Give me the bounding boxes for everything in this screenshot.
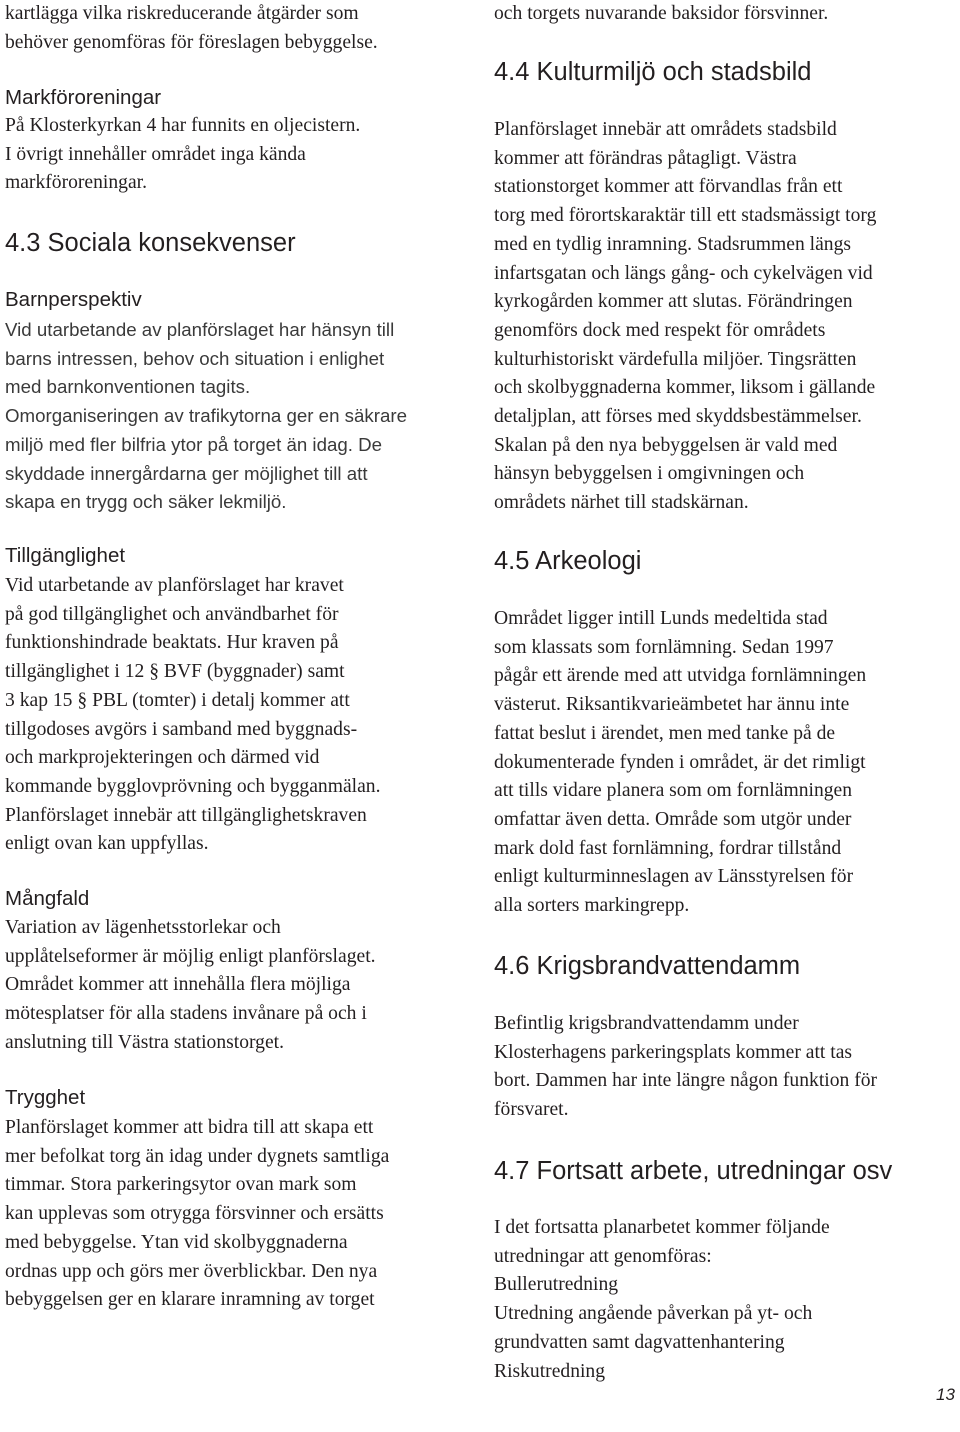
kulturmiljo-paragraph: Planförslaget innebär att områdets stadsbild kommer att förändras påtagligt. Västra stationstorget kommer att förvandlas från ett torg med förortskaraktär till ett stadsmässigt torg med en tydlig inramning. Stadsrummen längs infartsgatan och längs gång- och cykelvägen vid kyrkogården kommer att slutas. Förändringen genomförs dock med respekt för områdets kulturhistoriskt värdefulla miljöer. Tingsrätten och skolbyggnaderna kommer, liksom i gällande detaljplan, att förses med skyddsbestämmelser. Skalan på den nya bebyggelsen är vald med hänsyn bebyggelsen i omgivningen och områdets närhet till stadskärnan. — [494, 119, 877, 514]
barnperspektiv-paragraph: Vid utarbetande av planförslaget har hänsyn till barns intressen, behov och situation i enlighet med barnkonventionen tagits. Omorganiseringen av trafikytorna ger en säkrare miljö med fler bilfria ytor på torget än idag. De skyddade innergårdarna ger möjlighet till att skapa en trygg och säker lekmiljö. — [5, 319, 407, 513]
fortsatt-paragraph: I det fortsatta planarbetet kommer följande utredningar att genomföras: Bullerutredning Utredning angående påverkan på yt- och grundvatten samt dagvattenhantering Riskutredning — [494, 1217, 830, 1382]
heading-kulturmiljo: 4.4 Kulturmiljö och stadsbild — [494, 58, 812, 86]
heading-arkeologi: 4.5 Arkeologi — [494, 547, 642, 575]
trygghet-paragraph: Planförslaget kommer att bidra till att skapa ett mer befolkat torg än idag under dygnets samtliga timmar. Stora parkeringsytor ovan mark som kan upplevas som otrygga försvinner och ersätts med bebyggelse. Ytan vid skolbyggnaderna ordnas upp och görs mer överblickbar. Den nya bebyggelsen ger en klarare inramning av torget — [5, 1117, 390, 1311]
heading-markfororeningar: Markföroreningar — [5, 86, 162, 109]
arkeologi-paragraph: Området ligger intill Lunds medeltida stad som klassats som fornlämning. Sedan 1997 pågår ett ärende med att utvidga fornlämningen västerut. Riksantikvarieämbetet har ännu inte fattat beslut i ärendet, men med tanke på de dokumenterade fynden i området, är det rimligt att tills vidare planera som om fornlämningen omfattar även detta. Område som utgör under mark dold fast fornlämning, fordrar tillstånd enligt kulturminneslagen av Länsstyrelsen för alla sorters markingrepp. — [494, 608, 867, 917]
heading-tillganglighet: Tillgänglighet — [5, 544, 126, 567]
heading-mangfald: Mångfald — [5, 887, 90, 910]
markfororeningar-paragraph: På Klosterkyrkan 4 har funnits en oljecistern. I övrigt innehåller området inga kända markföroreningar. — [5, 115, 361, 194]
continuation-paragraph: och torgets nuvarande baksidor försvinner. — [494, 3, 829, 24]
tillganglighet-paragraph: Vid utarbetande av planförslaget har kravet på god tillgänglighet och användbarhet för funktionshindrade beaktats. Hur kraven på tillgänglighet i 12 § BVF (byggnader) samt 3 kap 15 § PBL (tomter) i detalj kommer att tillgodoses avgörs i samband med byggnads- och markprojekteringen och därmed vid kommande bygglovprövning och bygganmälan. Planförslaget innebär att tillgänglighetskraven enligt ovan kan uppfyllas. — [5, 575, 381, 855]
heading-trygghet: Trygghet — [5, 1086, 86, 1109]
heading-fortsatt-arbete: 4.7 Fortsatt arbete, utredningar osv — [494, 1157, 893, 1185]
krigsbrand-paragraph: Befintlig krigsbrandvattendamm under Klosterhagens parkeringsplats kommer att tas bort. Dammen har inte längre någon funktion för försvaret. — [494, 1013, 878, 1121]
heading-krigsbrandvattendamm: 4.6 Krigsbrandvattendamm — [494, 952, 801, 980]
heading-barnperspektiv: Barnperspektiv — [5, 288, 142, 311]
page-number: 13 — [936, 1385, 955, 1404]
heading-sociala-konsekvenser: 4.3 Sociala konsekvenser — [5, 229, 296, 257]
intro-paragraph: kartlägga vilka riskreducerande åtgärder som behöver genomföras för föreslagen bebyggelse. — [5, 3, 378, 53]
mangfald-paragraph: Variation av lägenhetsstorlekar och upplåtelseformer är möjlig enligt planförslaget. Området kommer att innehålla flera möjliga mötesplatser för alla stadens invånare på och i anslutning till Västra stationstorget. — [5, 917, 376, 1053]
